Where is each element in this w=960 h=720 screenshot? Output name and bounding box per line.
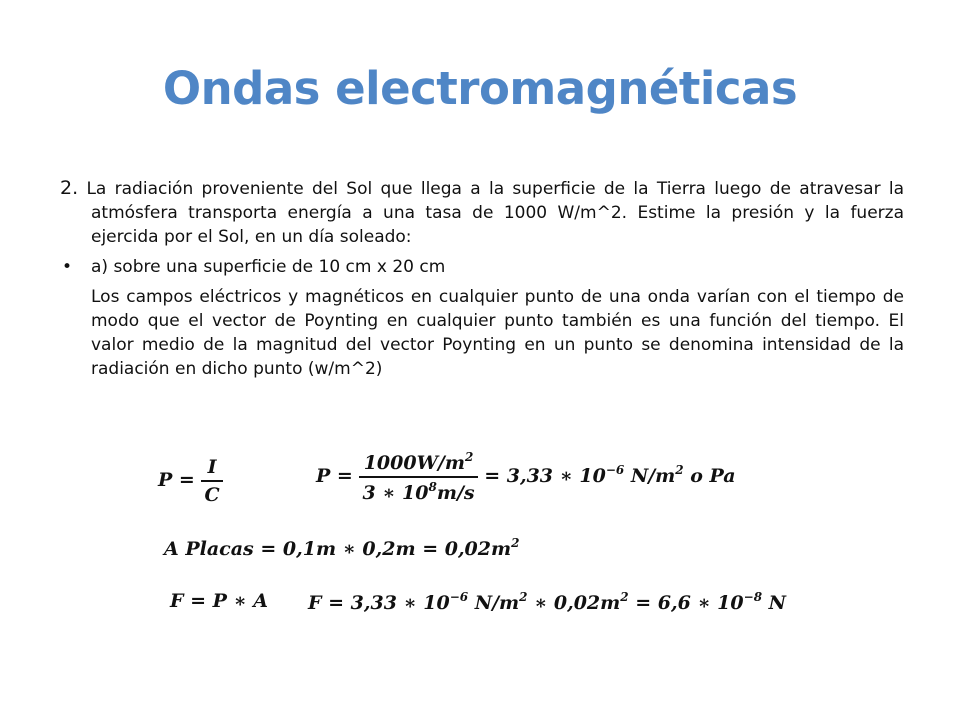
eq5-c: ∗ 0,02m <box>527 592 621 614</box>
eq1-denominator: C <box>204 484 220 506</box>
eq5-exp3: 2 <box>620 590 629 604</box>
problem-statement <box>60 176 904 249</box>
eq5-e: N <box>762 592 787 614</box>
problem-text: La radiación proveniente del Sol que llega a la superficie de la Tierra luego de atravesar la atmósfera transporta energía a una tasa de 1000 W/m^2. Estime la presión y la fuerza ejercida por el Sol, en un día soleado: <box>86 179 905 247</box>
slide-title: Ondas electromagnéticas <box>162 62 798 115</box>
problem-number: 2. <box>60 177 79 199</box>
bullet-icon: • <box>62 257 73 277</box>
equation-pressure-value <box>316 450 736 504</box>
eq2-rhs-exp2: 2 <box>675 463 684 477</box>
eq5-b: N/m <box>468 592 520 614</box>
eq1-fraction <box>201 456 222 506</box>
eq3-text: A Placas = 0,1m ∗ 0,2m = 0,02m <box>164 538 512 560</box>
bullet-item <box>60 255 904 279</box>
equation-pressure-definition <box>158 456 223 506</box>
bullet-text: a) sobre una superficie de 10 cm x 20 cm <box>91 257 446 277</box>
eq2-numerator-exp: 2 <box>464 450 474 464</box>
equation-force-definition <box>170 590 268 612</box>
slide-body <box>60 176 904 381</box>
eq2-rhs-b: N/m <box>624 465 676 487</box>
eq2-fraction <box>359 450 477 504</box>
explanation-text: Los campos eléctricos y magnéticos en cualquier punto de una onda varían con el tiempo de modo que el vector de Poynting en cualquier punto también es una función del tiempo. El valor medio de la magnitud del vector Poynting en un punto se denomina intensidad de la radiación en dicho punto (w/m^2) <box>91 287 904 379</box>
eq2-numerator-text: 1000W/m <box>363 452 465 474</box>
eq3-exp: 2 <box>511 536 520 550</box>
eq4-text: F = P ∗ A <box>170 590 269 612</box>
eq5-exp2: 2 <box>519 590 528 604</box>
eq5-exp4: −8 <box>743 590 763 604</box>
eq5-a: F = 3,33 ∗ 10 <box>308 592 450 614</box>
eq2-den-a: 3 ∗ 10 <box>362 482 429 504</box>
eq5-d: = 6,6 ∗ 10 <box>628 592 744 614</box>
eq2-den-b: m/s <box>436 482 475 504</box>
eq2-lhs: P = <box>316 465 353 487</box>
eq2-rhs-a: = 3,33 ∗ 10 <box>484 465 606 487</box>
eq2-denominator <box>359 478 477 504</box>
eq1-lhs: P = <box>158 469 195 491</box>
equation-area <box>164 536 519 560</box>
eq2-rhs-c: o Pa <box>683 465 736 487</box>
eq5-exp1: −6 <box>449 590 469 604</box>
eq2-den-exp: 8 <box>428 480 437 494</box>
equation-force-value <box>308 590 786 614</box>
eq2-numerator <box>359 450 477 478</box>
eq1-numerator: I <box>201 456 222 482</box>
eq2-rhs-exp: −6 <box>605 463 625 477</box>
